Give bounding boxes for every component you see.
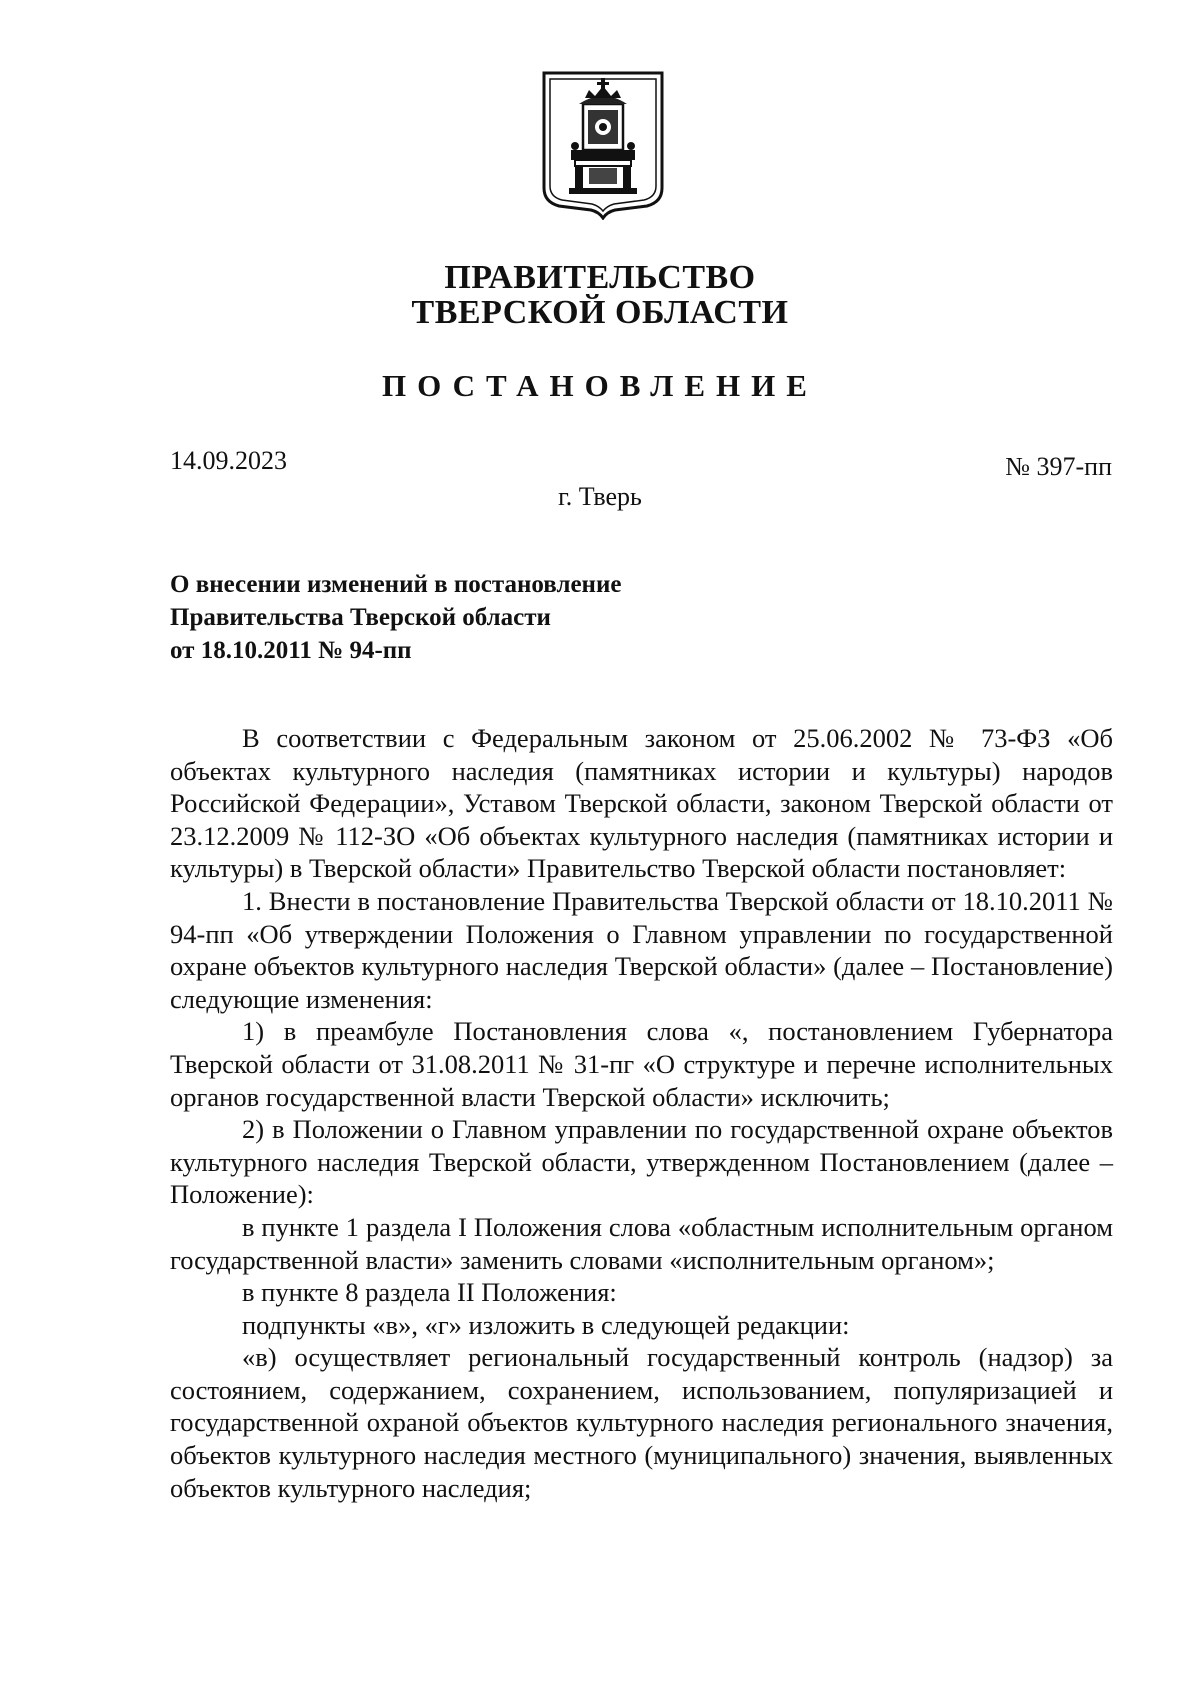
document-number: № 397-пп <box>1005 452 1112 481</box>
body-paragraph-subpoint-v: «в) осуществляет региональный государственный контроль (надзор) за состоянием, содержанием, сохранением, использованием, популяризацией и государственной охраной объектов культурного наследия регионального значения, объектов культурного наследия местного (муниципального) значения, выявленных объектов культурного наследия; <box>170 1342 1113 1503</box>
subject-line3: от 18.10.2011 № 94-пп <box>170 637 412 664</box>
body-paragraph-section-2: в пункте 8 раздела II Положения: <box>242 1277 617 1308</box>
body-paragraph-subitem-1: 1) в преамбуле Постановления слова «, постановлением Губернатора Тверской области от 31.08.2011 № 31-пг «О структуре и перечне исполнительных органов государственной власти Тверской области» исключить; <box>170 1016 1113 1112</box>
body-paragraph-preamble: В соответствии с Федеральным законом от 25.06.2002 № 73-ФЗ «Об объектах культурного наследия (памятниках истории и культуры) народов Российской Федерации», Уставом Тверской области, законом Тверской области от 23.12.2009 № 112-ЗО «Об объектах культурного наследия (памятниках истории и культуры) в Тверской области» Правительство Тверской области постановляет: <box>170 723 1113 884</box>
subject-line2: Правительства Тверской области <box>170 604 551 631</box>
subject-line1: О внесении изменений в постановление <box>170 571 622 598</box>
body-paragraph-item-1: 1. Внести в постановление Правительства Тверской области от 18.10.2011 № 94-пп «Об утверждении Положения о Главном управлении по государственной охране объектов культурного наследия Тверской области» (далее – Постановление) следующие изменения: <box>170 885 1113 1014</box>
document-date: 14.09.2023 <box>170 446 287 475</box>
body-paragraph-subitem-2: 2) в Положении о Главном управлении по государственной охране объектов культурного наследия Тверской области, утвержденном Постановлением (далее – Положение): <box>170 1114 1113 1210</box>
org-name-line2: ТВЕРСКОЙ ОБЛАСТИ <box>411 294 789 331</box>
body-paragraph-subpoints: подпункты «в», «г» изложить в следующей редакции: <box>242 1309 850 1340</box>
body-paragraph-section-1: в пункте 1 раздела I Положения слова «областным исполнительным органом государственной власти» заменить словами «исполнительным органом»; <box>170 1211 1113 1275</box>
document-subject <box>170 568 621 667</box>
document-city: г. Тверь <box>558 482 642 511</box>
org-name-line1: ПРАВИТЕЛЬСТВО <box>444 259 756 296</box>
document-type: ПОСТАНОВЛЕНИЕ <box>382 368 818 403</box>
tver-coat-of-arms-icon <box>541 70 665 220</box>
document-body <box>170 722 1113 1504</box>
